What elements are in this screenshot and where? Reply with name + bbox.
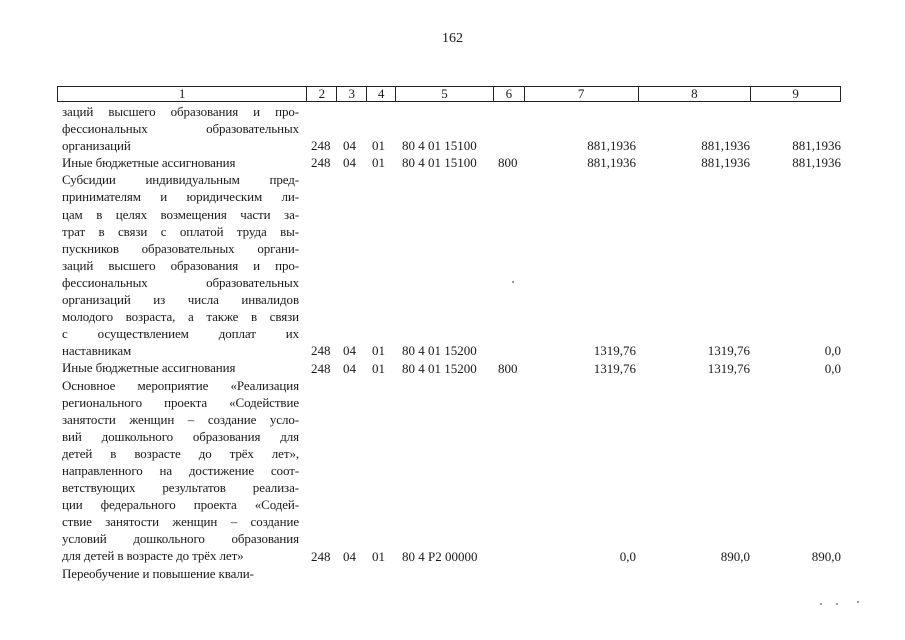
description-line: организаций <box>62 138 131 154</box>
column-header-5: 5 <box>396 87 494 101</box>
amount-col-9: 881,1936 <box>792 138 841 154</box>
column-header-4: 4 <box>367 87 396 101</box>
amount-col-9: 0,0 <box>824 343 841 359</box>
description-line: для детей в возрасте до трёх лет» <box>62 548 244 564</box>
department-code: 248 <box>311 155 331 171</box>
section-code: 04 <box>343 548 356 564</box>
target-article-code: 80 4 01 15200 <box>402 360 477 376</box>
table-row <box>0 171 905 359</box>
description-line: Иные бюджетные ассигнования <box>62 360 236 376</box>
expense-type-code: 800 <box>498 155 518 171</box>
description-line: Иные бюджетные ассигнования <box>62 155 236 171</box>
description-line: занятости женщин – создание усло- <box>62 411 299 427</box>
table-row <box>0 565 905 582</box>
description-line: заций высшего образования и про- <box>62 104 299 119</box>
amount-col-8: 881,1936 <box>701 138 750 154</box>
row-codes <box>0 342 905 359</box>
amount-col-8: 1319,76 <box>707 343 750 359</box>
table-row <box>0 377 905 565</box>
subsection-code: 01 <box>372 138 385 154</box>
row-codes <box>0 154 905 171</box>
description-line: фессиональных образовательных <box>62 274 299 290</box>
column-header-6: 6 <box>494 87 525 101</box>
amount-col-9: 890,0 <box>811 548 841 564</box>
subsection-code: 01 <box>372 548 385 564</box>
description-line: Основное мероприятие «Реализация <box>62 377 299 393</box>
amount-col-7: 881,1936 <box>587 138 636 154</box>
row-codes <box>0 548 905 565</box>
section-code: 04 <box>343 155 356 171</box>
column-header-1: 1 <box>58 87 307 101</box>
department-code: 248 <box>311 548 331 564</box>
row-codes <box>0 137 905 154</box>
description-line: Переобучение и повышение квали- <box>62 565 254 581</box>
target-article-code: 80 4 01 15200 <box>402 343 477 359</box>
description-line: ветствующих результатов реализа- <box>62 480 299 496</box>
subsection-code: 01 <box>372 360 385 376</box>
scan-speck <box>820 603 822 605</box>
subsection-code: 01 <box>372 343 385 359</box>
amount-col-8: 881,1936 <box>701 155 750 171</box>
description-line: направленного на достижение соот- <box>62 462 299 478</box>
amount-col-8: 890,0 <box>720 548 750 564</box>
subsection-code: 01 <box>372 155 385 171</box>
amount-col-7: 1319,76 <box>593 360 636 376</box>
description-line: пускников образовательных органи- <box>62 240 299 256</box>
row-codes <box>0 360 905 377</box>
description-line: фессиональных образовательных <box>62 121 299 137</box>
table-header <box>57 86 841 102</box>
column-header-9: 9 <box>792 86 799 101</box>
description-line: заций высшего образования и про- <box>62 257 299 273</box>
row-description <box>62 377 299 565</box>
scan-speck <box>512 281 514 283</box>
section-code: 04 <box>343 343 356 359</box>
description-line: трат в связи с оплатой труда вы- <box>62 223 299 239</box>
description-line: вий дошкольного образования для <box>62 428 299 444</box>
amount-col-8: 1319,76 <box>707 360 750 376</box>
table-row <box>0 359 905 376</box>
column-header-3: 3 <box>337 87 367 101</box>
description-line: с осуществлением доплат их <box>62 326 299 342</box>
description-line: организаций из числа инвалидов <box>62 292 299 308</box>
expense-type-code: 800 <box>498 360 518 376</box>
row-description <box>62 171 299 359</box>
section-code: 04 <box>343 360 356 376</box>
target-article-code: 80 4 01 15100 <box>402 138 477 154</box>
amount-col-9: 0,0 <box>824 360 841 376</box>
department-code: 248 <box>311 138 331 154</box>
section-code: 04 <box>343 138 356 154</box>
amount-col-7: 1319,76 <box>593 343 636 359</box>
description-line: цам в целях возмещения части за- <box>62 206 299 222</box>
column-header-7: 7 <box>525 87 639 101</box>
description-line: наставникам <box>62 343 132 359</box>
column-header-2: 2 <box>307 87 337 101</box>
department-code: 248 <box>311 343 331 359</box>
amount-col-9: 881,1936 <box>792 155 841 171</box>
description-line: молодого возраста, а также в связи <box>62 309 299 325</box>
description-line: детей в возрасте до трёх лет», <box>62 445 299 461</box>
description-line: регионального проекта «Содействие <box>62 394 299 410</box>
department-code: 248 <box>311 360 331 376</box>
amount-col-7: 881,1936 <box>587 155 636 171</box>
scan-speck <box>857 601 859 603</box>
page-number: 162 <box>442 31 463 46</box>
target-article-code: 80 4 P2 00000 <box>402 548 478 564</box>
description-line: принимателям и юридическим ли- <box>62 189 299 205</box>
description-line: ствие занятости женщин – создание <box>62 514 299 530</box>
column-header-8: 8 <box>639 87 752 101</box>
description-line: ции федерального проекта «Содей- <box>62 497 299 513</box>
description-line: условий дошкольного образования <box>62 531 299 547</box>
target-article-code: 80 4 01 15100 <box>402 155 477 171</box>
table-row <box>0 103 905 154</box>
description-line: Субсидии индивидуальным пред- <box>62 172 299 188</box>
row-codes <box>0 565 905 582</box>
scan-speck <box>836 603 838 605</box>
amount-col-7: 0,0 <box>619 548 636 564</box>
table-body <box>0 103 905 582</box>
table-row <box>0 154 905 171</box>
